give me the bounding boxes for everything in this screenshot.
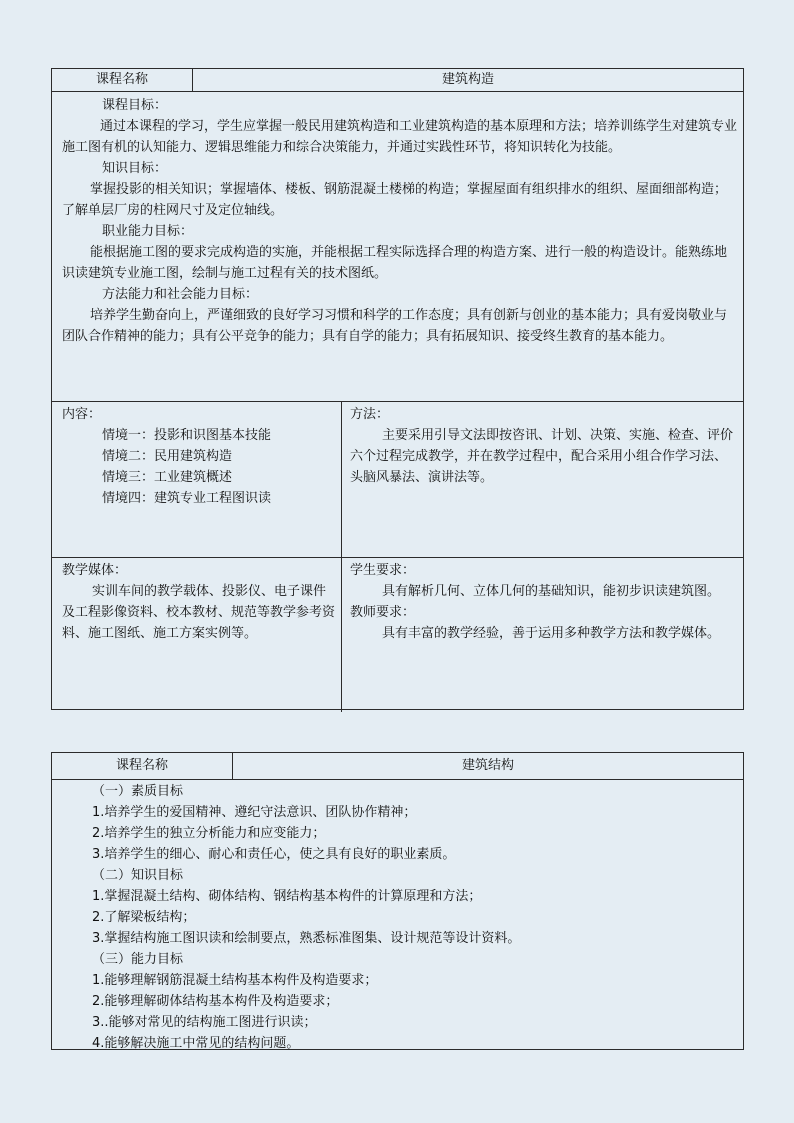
content-item: 情境三：工业建筑概述 (102, 470, 233, 485)
method-title: 方法： (350, 407, 390, 422)
list-item: 3.掌握结构施工图识读和绘制要点，熟悉标准图集、设计规范等设计资料。 (92, 931, 521, 946)
goal-title: 课程目标： (102, 98, 168, 113)
course-table-construction (51, 68, 744, 710)
teacher-text: 具有丰富的教学经验，善于运用多种教学方法和教学媒体。 (382, 626, 721, 641)
table-header-row (52, 753, 743, 780)
content-cell (52, 402, 342, 557)
method-social-title: 方法能力和社会能力目标： (102, 287, 259, 302)
student-text: 具有解析几何、立体几何的基础知识，能初步识读建筑图。 (382, 584, 721, 599)
course-name-label: 课程名称 (52, 753, 233, 779)
content-title: 内容： (62, 407, 102, 422)
section-title: （二）知识目标 (92, 868, 184, 883)
student-title: 学生要求： (350, 563, 416, 578)
course-name-value: 建筑结构 (461, 758, 514, 773)
list-item: 1.能够理解钢筋混凝土结构基本构件及构造要求； (92, 973, 378, 988)
section-title: （一）素质目标 (92, 784, 184, 799)
content-item: 情境四：建筑专业工程图识读 (102, 491, 272, 506)
goal-text: 通过本课程的学习，学生应掌握一般民用建筑构造和工业建筑构造的基本原理和方法；培养训练学生对建筑专业施工图有机的认知能力、逻辑思维能力和综合决策能力，并通过实践性环节，将知识转化为技能。 (62, 119, 738, 155)
content-method-row (52, 401, 743, 557)
vocational-text: 能根据施工图的要求完成构造的实施，并能根据工程实际选择合理的构造方案、进行一般的构造设计。能熟练地识读建筑专业施工图，绘制与施工过程有关的技术图纸。 (62, 245, 728, 281)
method-social-text: 培养学生勤奋向上，严谨细致的良好学习习惯和科学的工作态度；具有创新与创业的基本能力；具有爱岗敬业与团队合作精神的能力；具有公平竞争的能力；具有自学的能力；具有拓展知识、接受终生教育的基本能力。 (62, 308, 728, 344)
structure-objectives-block (52, 780, 743, 1054)
course-name-label: 课程名称 (52, 69, 193, 91)
course-table-structure (51, 752, 744, 1050)
list-item: 1.培养学生的爱国精神、遵纪守法意识、团队协作精神； (92, 805, 417, 820)
requirements-cell (342, 558, 743, 712)
method-cell (342, 402, 743, 557)
list-item: 3.培养学生的细心、耐心和责任心，使之具有良好的职业素质。 (92, 847, 456, 862)
content-item: 情境二：民用建筑构造 (102, 449, 233, 464)
list-item: 1.掌握混凝土结构、砌体结构、钢结构基本构件的计算原理和方法； (92, 889, 482, 904)
list-item: 2.能够理解砌体结构基本构件及构造要求； (92, 994, 339, 1009)
knowledge-title: 知识目标： (102, 161, 168, 176)
list-item: 3..能够对常见的结构施工图进行识读； (92, 1015, 317, 1030)
section-title: （三）能力目标 (92, 952, 184, 967)
media-text: 实训车间的教学载体、投影仪、电子课件及工程影像资料、校本教材、规范等教学参考资料、施工图纸、施工方案实例等。 (62, 584, 336, 641)
knowledge-text: 掌握投影的相关知识；掌握墙体、楼板、钢筋混凝土楼梯的构造；掌握屋面有组织排水的组织、屋面细部构造；了解单层厂房的柱网尺寸及定位轴线。 (62, 182, 728, 218)
list-item: 4.能够解决施工中常见的结构问题。 (92, 1036, 300, 1051)
course-name-value: 建筑构造 (441, 72, 494, 87)
method-text: 主要采用引导文法即按咨讯、计划、决策、实施、检查、评价六个过程完成教学，并在教学过程中，配合采用小组合作学习法、头脑风暴法、演讲法等。 (350, 428, 734, 485)
media-requirements-row (52, 557, 743, 712)
media-cell (52, 558, 342, 712)
content-item: 情境一：投影和识图基本技能 (102, 428, 272, 443)
list-item: 2.了解梁板结构； (92, 910, 196, 925)
table-header-row (52, 69, 743, 92)
teacher-title: 教师要求： (350, 605, 416, 620)
list-item: 2.培养学生的独立分析能力和应变能力； (92, 826, 326, 841)
course-objectives-block (52, 92, 743, 401)
media-title: 教学媒体： (62, 563, 128, 578)
vocational-title: 职业能力目标： (102, 224, 194, 239)
